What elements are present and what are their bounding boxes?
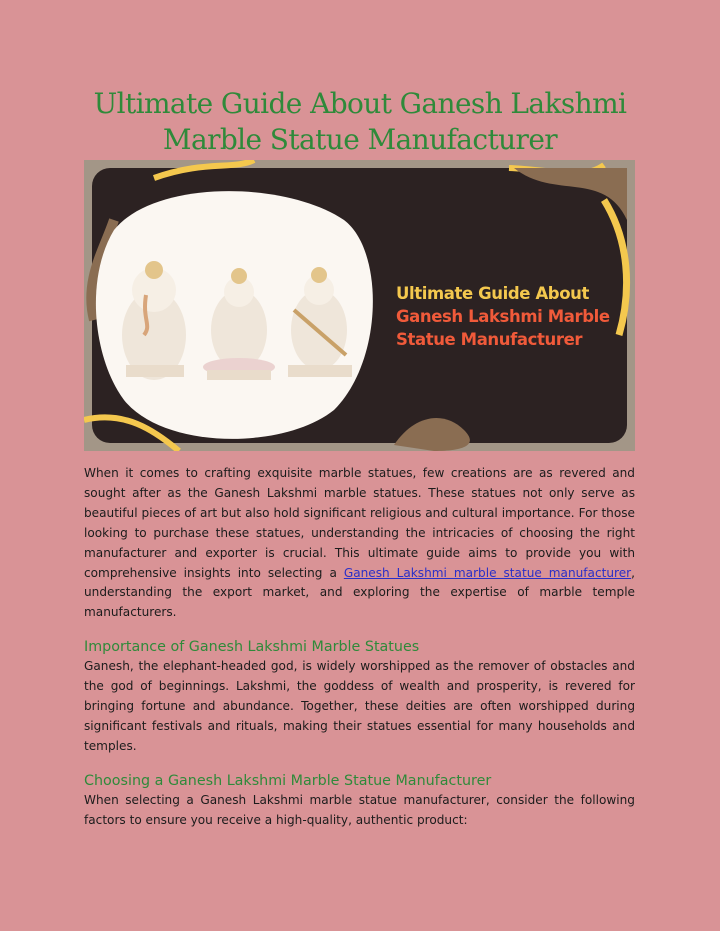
- banner-line-1: Ultimate Guide About: [396, 284, 589, 303]
- intro-text-2: , understanding the export market, and exploring the expertise of marble temple manufacturers.: [84, 565, 635, 620]
- manufacturer-link[interactable]: Ganesh Lakshmi marble statue manufacturer: [343, 565, 632, 580]
- banner-caption: [396, 282, 610, 351]
- section-choosing-heading: Choosing a Ganesh Lakshmi Marble Statue Manufacturer: [84, 772, 492, 789]
- section-importance-body: Ganesh, the elephant-headed god, is widely worshipped as the remover of obstacles and the god of beginnings. Lakshmi, the goddess of wealth and prosperity, is revered for bringing fortune and abundance. Together, these deities are often worshipped during significant festivals and rituals, making their statues essential for many households and temples.: [84, 659, 635, 753]
- page-title: [60, 86, 660, 158]
- intro-text-1: When it comes to crafting exquisite marble statues, few creations are as revered and sought after as the Ganesh Lakshmi marble statues. These statues not only serve as beautiful pieces of art but also hold significant religious and cultural importance. For those looking to purchase these statues, understanding the intricacies of choosing the right manufacturer and exporter is crucial. This ultimate guide aims to provide you with comprehensive insights into selecting a: [84, 466, 635, 580]
- title-line-1: Ultimate Guide About Ganesh Lakshmi: [93, 87, 627, 120]
- banner-line-2: Ganesh Lakshmi Marble: [396, 307, 610, 326]
- banner-image: [84, 160, 635, 451]
- title-line-2: Marble Statue Manufacturer: [162, 123, 558, 156]
- article-body: [84, 464, 635, 831]
- section-choosing-body: When selecting a Ganesh Lakshmi marble statue manufacturer, consider the following factors to ensure you receive a high-quality, authentic product:: [84, 792, 635, 827]
- intro-paragraph: [84, 464, 635, 623]
- banner-line-3: Statue Manufacturer: [396, 330, 583, 349]
- section-importance-heading: Importance of Ganesh Lakshmi Marble Statues: [84, 639, 420, 656]
